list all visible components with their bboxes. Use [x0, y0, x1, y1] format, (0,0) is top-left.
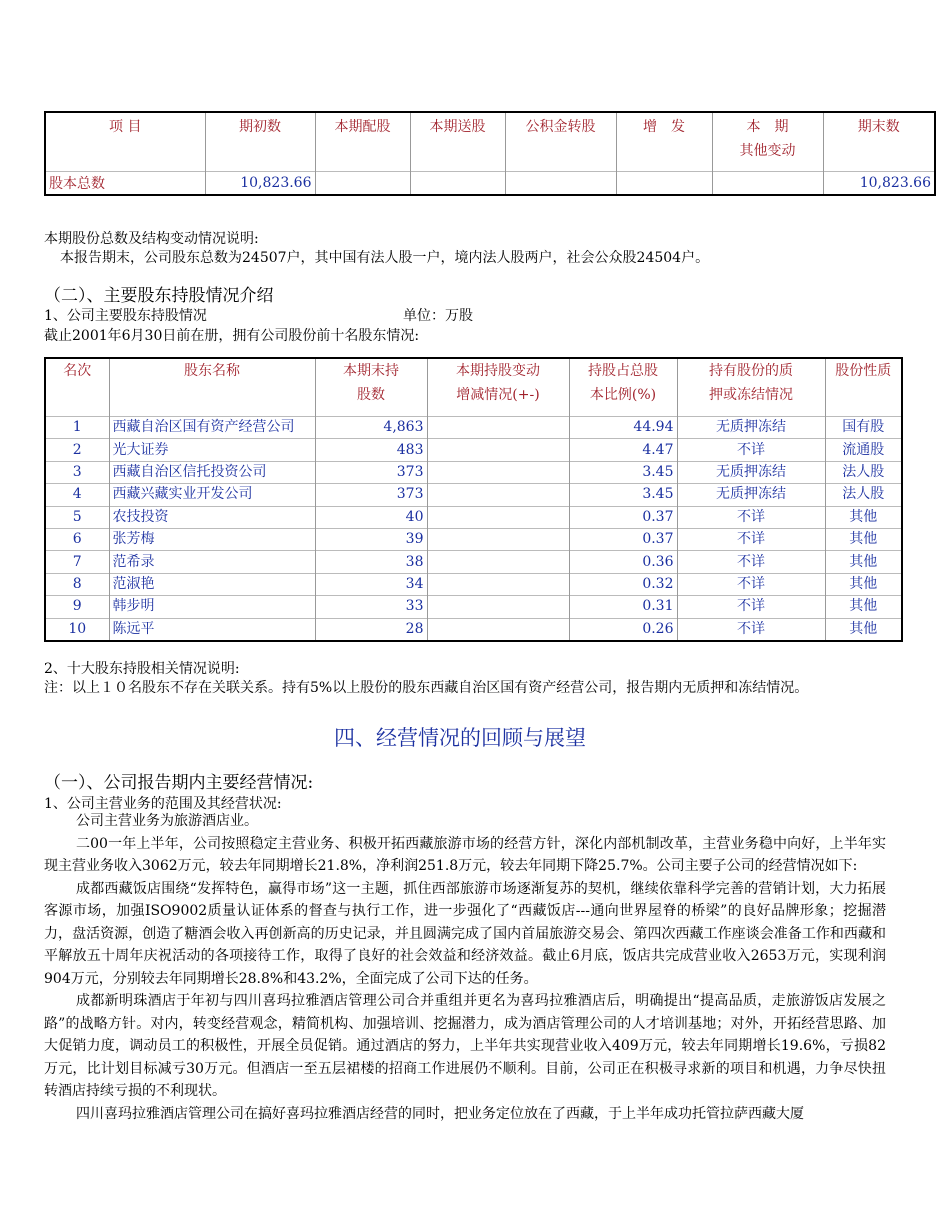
col-header-reserve: 公积金转股	[505, 112, 616, 172]
cell-pledge: 不详	[677, 618, 825, 641]
cell-change	[427, 417, 569, 439]
col-header-pct	[569, 358, 677, 417]
cell-pct: 0.37	[569, 528, 677, 550]
cell-pct: 4.47	[569, 439, 677, 461]
table-row	[45, 618, 902, 641]
cell-shares: 33	[315, 596, 427, 618]
cell-shares: 4,863	[315, 417, 427, 439]
cell-type: 其他	[825, 528, 902, 550]
cell-type: 其他	[825, 596, 902, 618]
subsection-heading: （一）、公司报告期内主要经营情况:	[44, 773, 314, 793]
cell-name: 张芳梅	[109, 528, 315, 550]
col-header-change	[427, 358, 569, 417]
cell-shares: 38	[315, 551, 427, 573]
table-header-row	[45, 112, 935, 172]
cell-type: 其他	[825, 573, 902, 595]
cell-shares: 40	[315, 506, 427, 528]
cell-type: 国有股	[825, 417, 902, 439]
col-header-pledge-l1: 持有股份的质	[709, 363, 793, 379]
cell-name: 范淑艳	[109, 573, 315, 595]
cell-rank: 9	[45, 596, 109, 618]
cell-shares: 373	[315, 484, 427, 506]
holders-subtitle: 1、公司主要股东持股情况	[44, 308, 207, 324]
col-header-name: 股东名称	[109, 358, 315, 417]
cell-name: 陈远平	[109, 618, 315, 641]
cell-pledge: 不详	[677, 528, 825, 550]
cell-name: 西藏兴藏实业开发公司	[109, 484, 315, 506]
table-row	[45, 484, 902, 506]
cell-pledge: 不详	[677, 506, 825, 528]
section-heading-holders: （二）、主要股东持股情况介绍	[44, 286, 274, 306]
cell-pledge: 不详	[677, 573, 825, 595]
cell-name: 韩步明	[109, 596, 315, 618]
cutoff-note: 截止2001年6月30日前在册，拥有公司股份前十名股东情况:	[44, 328, 420, 344]
operations-text	[44, 810, 886, 1125]
cell-pct: 3.45	[569, 461, 677, 483]
table-header-row	[45, 358, 902, 417]
cell-pct: 3.45	[569, 484, 677, 506]
cell-rank: 3	[45, 461, 109, 483]
cell-name: 西藏自治区信托投资公司	[109, 461, 315, 483]
cell-bonus	[410, 172, 505, 196]
cell-reserve	[505, 172, 616, 196]
item-heading: 1、公司主营业务的范围及其经营状况:	[44, 796, 282, 812]
cell-rank: 5	[45, 506, 109, 528]
col-header-rights: 本期配股	[315, 112, 410, 172]
cell-pct: 0.36	[569, 551, 677, 573]
cell-change	[427, 461, 569, 483]
cell-change	[427, 439, 569, 461]
cell-type: 其他	[825, 618, 902, 641]
col-header-shares-l2: 股数	[357, 387, 385, 403]
cell-pledge: 无质押冻结	[677, 417, 825, 439]
cell-rank: 7	[45, 551, 109, 573]
paragraph-overview: 二00一年上半年，公司按照稳定主营业务、积极开拓西藏旅游市场的经营方针，深化内部机制改革，主营业务稳中向好，上半年实现主营业务收入3062万元，较去年同期增长21.8%，净利润251.8万元，较去年同期下降25.7%。公司主要子公司的经营情况如下:	[44, 835, 886, 874]
paragraph-himalaya-hotel: 成都新明珠酒店于年初与四川喜玛拉雅酒店管理公司合并重组并更名为喜玛拉雅酒店后，明确提出“提高品质，走旅游饭店发展之路”的战略方针。对内，转变经营观念，精简机构、加强培训、挖掘潜力，成为酒店管理公司的人才培训基地；对外，开拓经营思路、加大促销力度，调动员工的积极性，开展全员促销。通过酒店的努力，上半年共实现营业收入409万元，较去年同期增长19.6%，亏损82万元，比计划目标减亏30万元。但酒店一至五层裙楼的招商工作进展仍不顺利。目前，公司正在积极寻求新的项目和机遇，力争尽快扭转酒店持续亏损的不利现状。	[44, 993, 886, 1099]
cell-shares: 39	[315, 528, 427, 550]
col-header-pct-l1: 持股占总股	[588, 363, 658, 379]
col-header-issue: 增 发	[616, 112, 712, 172]
cell-pct: 0.31	[569, 596, 677, 618]
cell-pledge: 不详	[677, 551, 825, 573]
col-header-pct-l2: 本比例(%)	[589, 387, 657, 403]
col-header-change-l2: 增减情况(+-)	[456, 387, 540, 403]
cell-change	[427, 506, 569, 528]
cell-name: 范希录	[109, 551, 315, 573]
cell-pct: 0.26	[569, 618, 677, 641]
cell-shares: 28	[315, 618, 427, 641]
cell-pct: 0.32	[569, 573, 677, 595]
share-note-title: 本期股份总数及结构变动情况说明:	[44, 231, 259, 247]
holder-note-body: 注：以上１０名股东不存在关联关系。持有5%以上股份的股东西藏自治区国有资产经营公司，报告期内无质押和冻结情况。	[44, 680, 809, 696]
col-header-rank: 名次	[63, 363, 92, 379]
col-header-item: 项 目	[109, 119, 142, 135]
col-header-other	[712, 112, 823, 172]
table-row	[45, 528, 902, 550]
table-row	[45, 551, 902, 573]
paragraph-main-business: 公司主营业务为旅游酒店业。	[76, 813, 258, 829]
cell-begin: 10,823.66	[205, 172, 315, 196]
col-header-type: 股份性质	[825, 358, 902, 417]
cell-pct: 0.37	[569, 506, 677, 528]
cell-change	[427, 573, 569, 595]
table-row	[45, 439, 902, 461]
col-header-pledge-l2: 押或冻结情况	[709, 387, 793, 403]
cell-pledge: 不详	[677, 596, 825, 618]
cell-type: 法人股	[825, 461, 902, 483]
col-header-shares-l1: 本期末持	[343, 363, 399, 379]
col-header-pledge	[677, 358, 825, 417]
col-header-shares	[315, 358, 427, 417]
cell-rank: 6	[45, 528, 109, 550]
paragraph-tibet-hotel: 成都西藏饭店围绕“发挥特色，赢得市场”这一主题，抓住西部旅游市场逐渐复苏的契机，继续依靠科学完善的营销计划，大力拓展客源市场，加强ISO9002质量认证体系的督查与执行工作，进一步强化了“西藏饭店---通向世界屋脊的桥梁”的良好品牌形象；挖掘潜力，盘活资源，创造了糖酒会收入再创新高的历史记录，并且圆满完成了国内首届旅游交易会、第四次西藏工作座谈会准备工作和西藏和平解放五十周年庆祝活动的各项接待工作，取得了良好的社会效益和经济效益。截止6月底，饭店共完成营业收入2653万元，实现利润904万元，分别较去年同期增长28.8%和43.2%，全面完成了公司下达的任务。	[44, 880, 886, 987]
table-row	[45, 461, 902, 483]
cell-rights	[315, 172, 410, 196]
cell-pct: 44.94	[569, 417, 677, 439]
chapter-title: 四、经营情况的回顾与展望	[334, 726, 586, 750]
cell-name: 西藏自治区国有资产经营公司	[109, 417, 315, 439]
cell-other	[712, 172, 823, 196]
table-row	[45, 417, 902, 439]
top-shareholders-table	[44, 357, 903, 642]
cell-issue	[616, 172, 712, 196]
table-row	[45, 506, 902, 528]
table-row	[45, 172, 935, 196]
holder-note-title: 2、十大股东持股相关情况说明:	[44, 661, 240, 677]
cell-type: 其他	[825, 506, 902, 528]
shareholder-rows	[45, 417, 902, 641]
cell-rank: 8	[45, 573, 109, 595]
cell-pledge: 不详	[677, 439, 825, 461]
cell-type: 其他	[825, 551, 902, 573]
cell-name: 农技投资	[109, 506, 315, 528]
cell-type: 流通股	[825, 439, 902, 461]
share-capital-table	[44, 111, 936, 196]
cell-end: 10,823.66	[823, 172, 935, 196]
cell-pledge: 无质押冻结	[677, 461, 825, 483]
share-note-body: 本报告期末，公司股东总数为24507户，其中国有法人股一户，境内法人股两户，社会公众股24504户。	[60, 250, 710, 266]
col-header-end: 期末数	[823, 112, 935, 172]
col-header-change-l1: 本期持股变动	[456, 363, 540, 379]
table-row	[45, 596, 902, 618]
cell-change	[427, 596, 569, 618]
col-header-begin: 期初数	[205, 112, 315, 172]
cell-rank: 1	[45, 417, 109, 439]
col-header-other-l2: 其他变动	[739, 143, 796, 159]
cell-name: 光大证券	[109, 439, 315, 461]
col-header-bonus: 本期送股	[410, 112, 505, 172]
cell-shares: 483	[315, 439, 427, 461]
cell-item: 股本总数	[45, 172, 205, 196]
cell-change	[427, 618, 569, 641]
table-row	[45, 573, 902, 595]
cell-pledge: 无质押冻结	[677, 484, 825, 506]
cell-change	[427, 528, 569, 550]
cell-change	[427, 551, 569, 573]
paragraph-hotel-management: 四川喜玛拉雅酒店管理公司在搞好喜玛拉雅酒店经营的同时，把业务定位放在了西藏，于上半年成功托管拉萨西藏大厦	[76, 1105, 804, 1122]
unit-label: 单位：万股	[403, 308, 473, 324]
cell-rank: 4	[45, 484, 109, 506]
cell-rank: 10	[45, 618, 109, 641]
cell-type: 法人股	[825, 484, 902, 506]
cell-shares: 34	[315, 573, 427, 595]
col-header-other-l1: 本 期	[746, 119, 789, 135]
cell-rank: 2	[45, 439, 109, 461]
cell-shares: 373	[315, 461, 427, 483]
cell-change	[427, 484, 569, 506]
